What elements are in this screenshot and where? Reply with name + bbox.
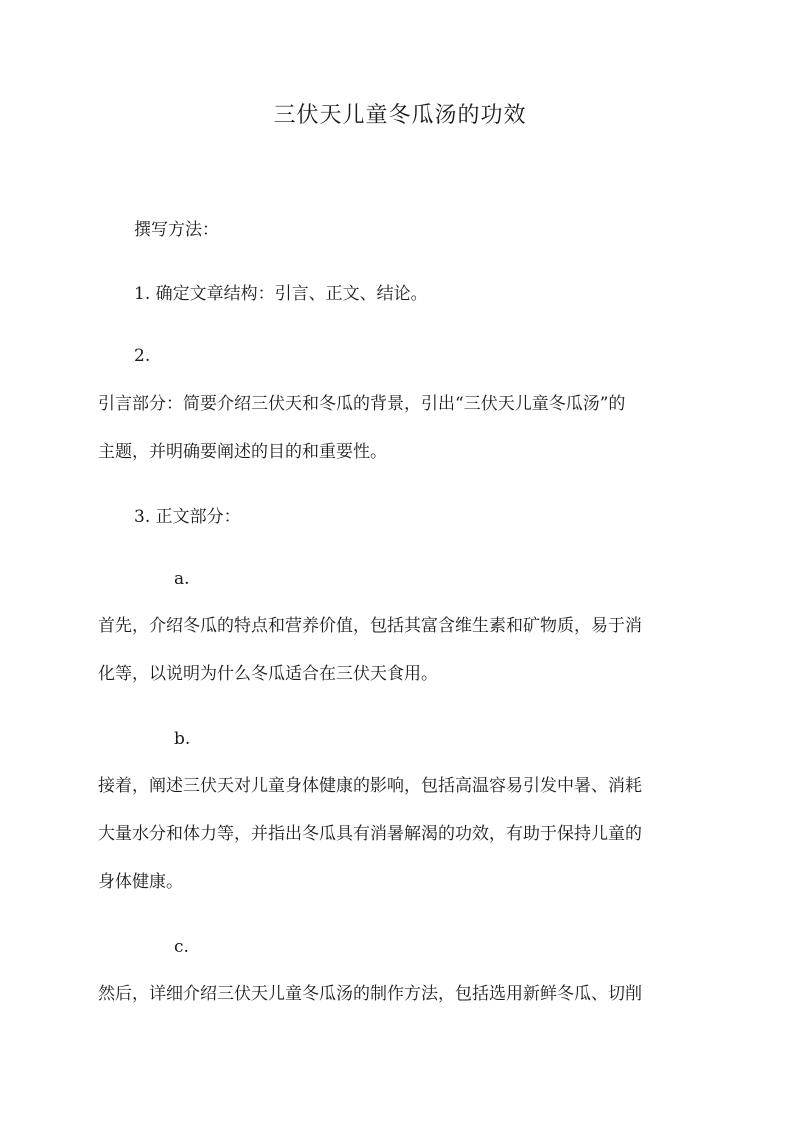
sub-item-c-label: c. xyxy=(174,937,189,957)
sub-item-a-text-line-1: 首先，介绍冬瓜的特点和营养价值，包括其富含维生素和矿物质，易于消 xyxy=(98,616,642,636)
list-item-2-number: 2. xyxy=(134,346,151,366)
sub-item-a-label: a. xyxy=(174,569,190,589)
method-heading: 撰写方法： xyxy=(134,220,219,240)
sub-item-b-text-line-2: 大量水分和体力等，并指出冬瓜具有消暑解渴的功效，有助于保持儿童的 xyxy=(98,824,642,844)
page-title: 三伏天儿童冬瓜汤的功效 xyxy=(273,103,527,128)
sub-item-b-text-line-3: 身体健康。 xyxy=(98,872,183,892)
sub-item-b-label: b. xyxy=(174,729,191,749)
sub-item-a-text-line-2: 化等，以说明为什么冬瓜适合在三伏天食用。 xyxy=(98,664,438,684)
list-item-1: 1. 确定文章结构：引言、正文、结论。 xyxy=(134,284,428,304)
list-item-2-text-line-2: 主题，并明确要阐述的目的和重要性。 xyxy=(98,442,387,462)
list-item-3: 3. 正文部分： xyxy=(134,507,241,527)
sub-item-c-text-line-1: 然后，详细介绍三伏天儿童冬瓜汤的制作方法，包括选用新鲜冬瓜、切削 xyxy=(98,984,642,1004)
list-item-2-text-line-1: 引言部分：简要介绍三伏天和冬瓜的背景，引出“三伏天儿童冬瓜汤”的 xyxy=(98,394,626,414)
sub-item-b-text-line-1: 接着，阐述三伏天对儿童身体健康的影响，包括高温容易引发中暑、消耗 xyxy=(98,776,642,796)
